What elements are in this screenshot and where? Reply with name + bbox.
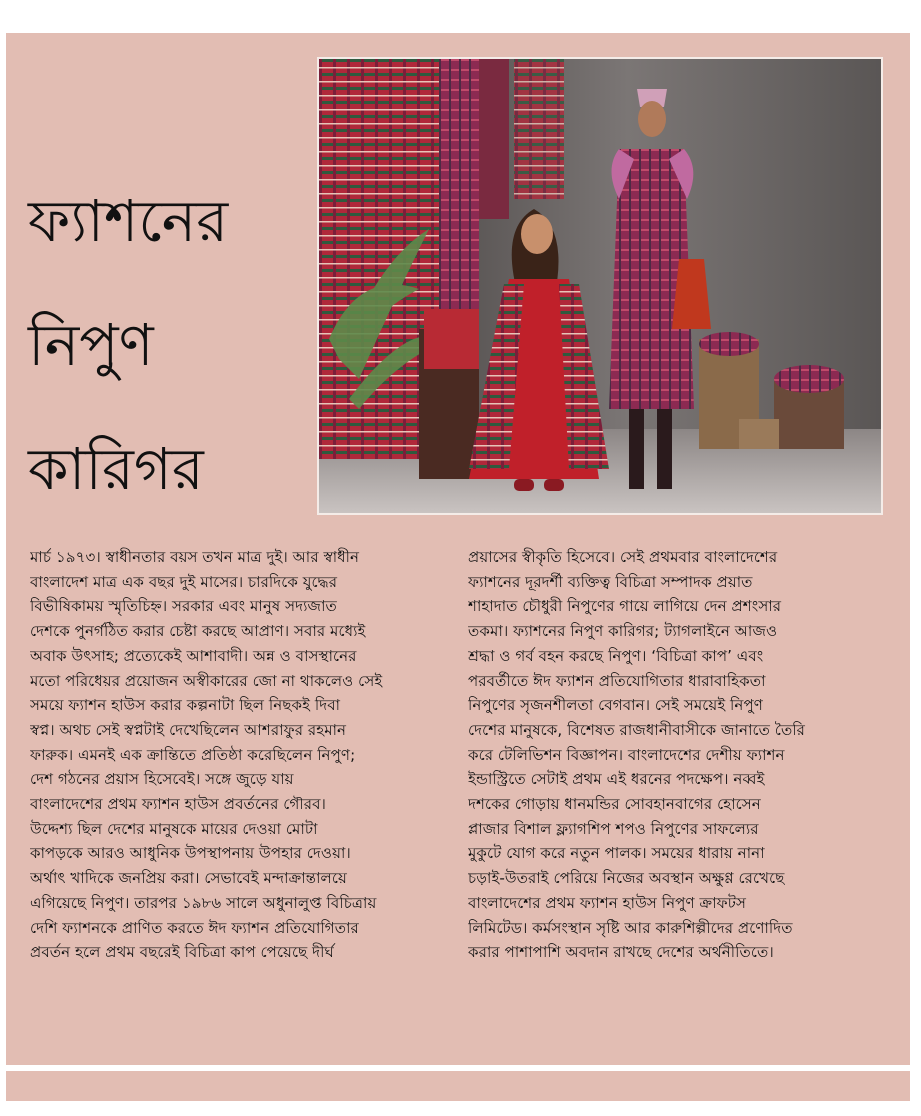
body-line: প্লাজার বিশাল ফ্ল্যাগশিপ শপও নিপুণের সাফল্যের [468,819,759,838]
body-line: উদ্দেশ্য ছিল দেশের মানুষকে মায়ের দেওয়া মোটা [30,819,318,838]
body-line: মুকুটে যোগ করে নতুন পালক। সময়ের ধারায় নানা [468,844,765,863]
body-line: স্বপ্ন। অথচ সেই স্বপ্নটাই দেখেছিলেন আশরাফুর রহমান [30,720,347,739]
fashion-models-photo [317,57,883,515]
body-line: করে টেলিভিশন বিজ্ঞাপন। বাংলাদেশের দেশীয় ফ্যাশন [468,745,785,764]
body-line: এগিয়েছে নিপুণ। তারপর ১৯৮৬ সালে অধুনালুপ্ত বিচিত্রায় [30,893,377,912]
body-line: পরবর্তীতে ঈদ ফ্যাশন প্রতিযোগিতার ধারাবাহিকতা [468,671,766,690]
body-line: দেশকে পুনর্গঠিত করার চেষ্টা করছে আপ্রাণ। সবার মধ্যেই [30,622,366,641]
article-body-right [468,545,888,965]
body-line: দেশি ফ্যাশনকে প্রাণিত করতে ঈদ ফ্যাশন প্রতিযোগিতার [30,918,359,937]
body-line: দেশ গঠনের প্রয়াস হিসেবেই। সঙ্গে জুড়ে যায় [30,770,294,789]
body-line: সময়ে ফ্যাশন হাউস করার কল্পনাটা ছিল নিছকই দিবা [30,696,341,715]
body-line: অবাক উৎসাহ; প্রত্যেকেই আশাবাদী। অন্ন ও বাসস্থানের [30,646,357,665]
body-line: প্রয়াসের স্বীকৃতি হিসেবে। সেই প্রথমবার বাংলাদেশের [468,548,778,566]
body-line: দশকের গোড়ায় ধানমন্ডির সোবহানবাগের হোসেন [468,795,761,814]
body-line: তকমা। ফ্যাশনের নিপুণ কারিগর; ট্যাগলাইনে আজও [468,622,778,641]
body-line: বাংলাদেশ মাত্র এক বছর দুই মাসের। চারদিকে যুদ্ধের [30,572,338,591]
body-line: মতো পরিধেয়র প্রয়োজন অস্বীকারের জো না থাকলেও সেই [30,671,383,690]
body-line: করার পাশাপাশি অবদান রাখছে দেশের অর্থনীতিতে। [468,943,774,962]
body-line: ফ্যাশনের দূরদর্শী ব্যক্তিত্ব বিচিত্রা সম্পাদক প্রয়াত [468,572,753,591]
headline-line-3: কারিগর [28,434,204,503]
body-line: কাপড়কে আরও আধুনিক উপস্থাপনায় উপহার দেওয়া। [30,844,351,863]
body-line: দেশের মানুষকে, বিশেষত রাজধানীবাসীকে জানাতে তৈরি [468,720,806,739]
headline-line-2: নিপুণ [28,310,154,379]
body-line: প্রবর্তন হলে প্রথম বছরেই বিচিত্রা কাপ পেয়েছে দীর্ঘ [30,943,334,962]
body-line: বাংলাদেশের প্রথম ফ্যাশন হাউস নিপুণ ক্রাফটস [468,893,747,912]
photo-illustration [319,59,881,513]
headline [28,159,308,531]
body-line: শাহাদাত চৌধুরী নিপুণের গায়ে লাগিয়ে দেন প্রশংসার [468,597,782,616]
footer-band [6,1071,910,1101]
body-line: চড়াই-উতরাই পেরিয়ে নিজের অবস্থান অক্ষুণ্ণ রেখেছে [468,869,785,888]
body-line: ইন্ডাস্ট্রিতে সেটাই প্রথম এই ধরনের পদক্ষেপ। নব্বই [468,770,765,789]
body-line: শ্রদ্ধা ও গর্ব বহন করছে নিপুণ। ‘বিচিত্রা কাপ’ এবং [468,646,764,665]
body-line: বাংলাদেশের প্রথম ফ্যাশন হাউস প্রবর্তনের গৌরব। [30,795,326,814]
body-line: বিভীষিকাময় স্মৃতিচিহ্ন। সরকার এবং মানুষ সদ্যজাত [30,597,337,616]
body-line: লিমিটেড। কর্মসংস্থান সৃষ্টি আর কারুশিল্পীদের প্রণোদিত [468,918,793,937]
body-line: অর্থাৎ খাদিকে জনপ্রিয় করা। সেভাবেই মন্দাক্রান্তালয়ে [30,869,347,888]
article-body-left [30,545,450,965]
headline-line-1: ফ্যাশনের [28,186,229,255]
body-line: মার্চ ১৯৭৩। স্বাধীনতার বয়স তখন মাত্র দুই। আর স্বাধীন [30,548,360,566]
body-line: নিপুণের সৃজনশীলতা বেগবান। সেই সময়েই নিপুণ [468,696,763,715]
body-line: ফারুক। এমনই এক ক্রান্তিতে প্রতিষ্ঠা করেছিলেন নিপুণ; [30,745,356,764]
